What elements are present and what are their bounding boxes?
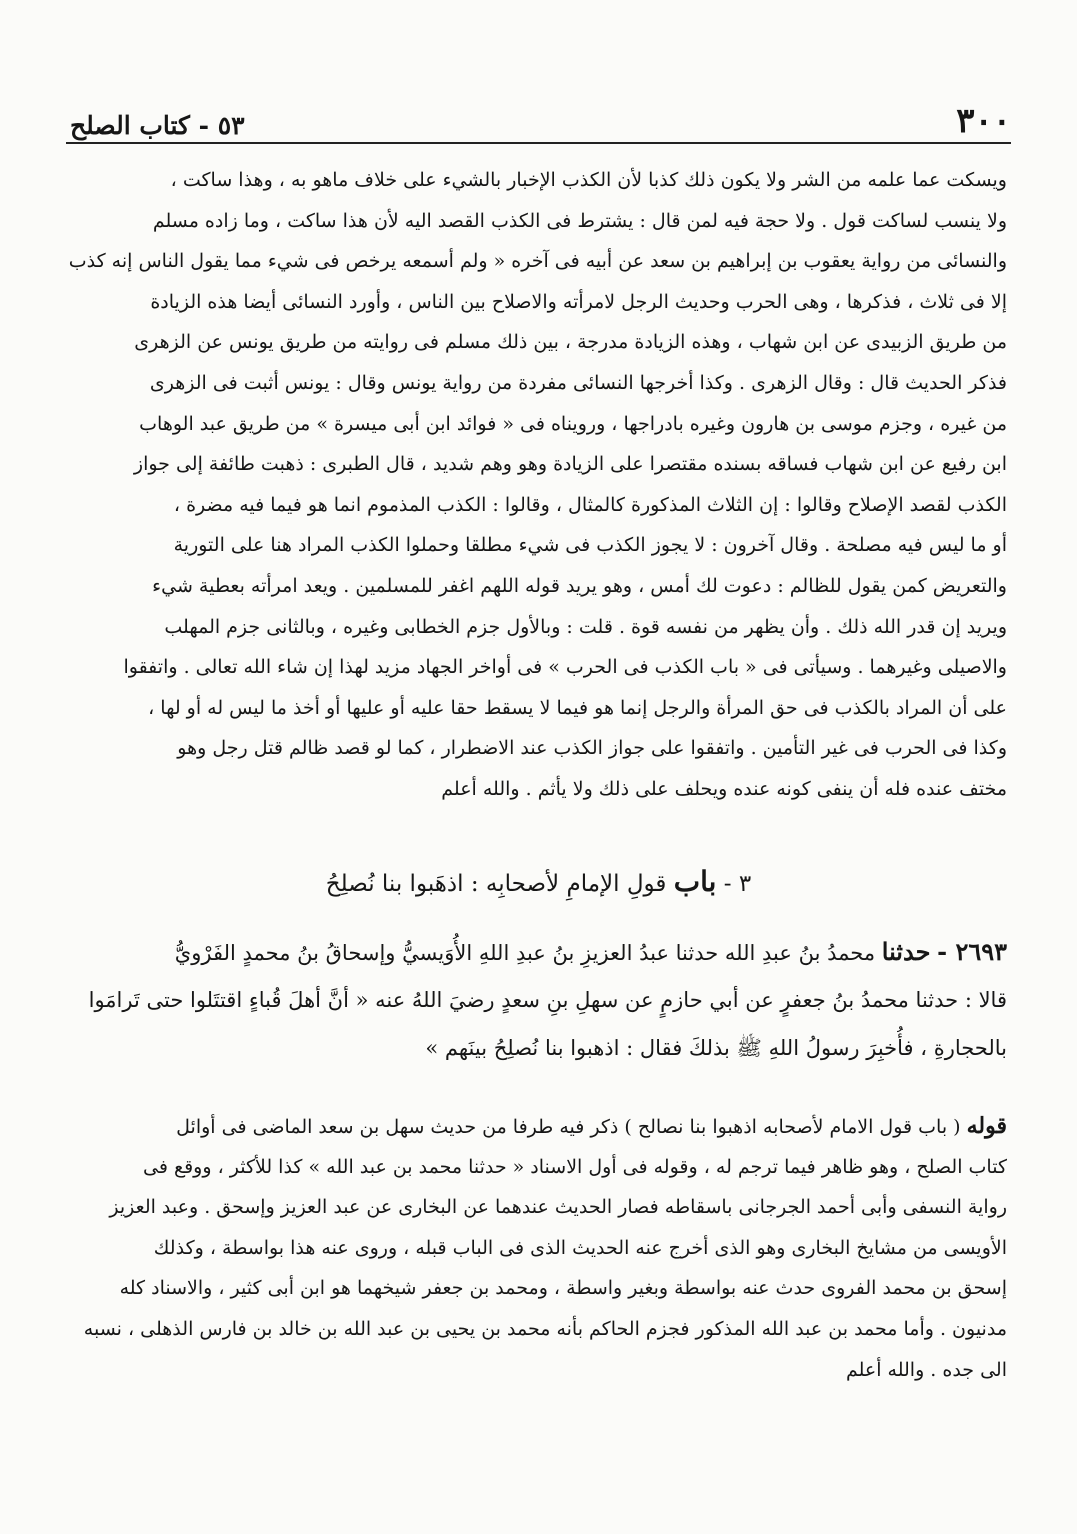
sharh-line: كتاب الصلح ، وهو ظاهر فيما ترجم له ، وقوله فى أول الاسناد « حدثنا محمد بن عبد الله » كذا للأكثر ، ووقع فى: [143, 1155, 1007, 1178]
chapter-number: ٣ -: [723, 871, 752, 897]
commentary-line: مختف عنده فله أن ينفى كونه عنده ويحلف على ذلك ولا يأثم . والله أعلم: [441, 777, 1007, 800]
sharh-line: الأويسى من مشايخ البخارى وهو الذى أخرج عنه الحديث الذى فى الباب قبله ، وروى عنه هذا بواسطة ، وكذلك: [153, 1236, 1007, 1259]
commentary-line: أو ما ليس فيه مصلحة . وقال آخرون : لا يجوز الكذب فى شيء مطلقا وحملوا الكذب المراد هنا على التورية: [173, 534, 1007, 557]
sharh-line: الى جده . والله أعلم: [845, 1358, 1007, 1381]
commentary-line: ابن رفيع عن ابن شهاب فساقه بسنده مقتصرا على الزيادة وهو وهم شديد ، قال الطبرى : ذهبت طائفة إلى جواز: [133, 453, 1007, 476]
commentary-line: ويسكت عما علمه من الشر ولا يكون ذلك كذبا لأن الكذب الإخبار بالشيء على خلاف ماهو به ، وهذا ساكت ،: [170, 169, 1007, 191]
sharh-opening-word: قوله: [966, 1113, 1007, 1139]
sharh-line-1-text: ( باب قول الامام لأصحابه اذهبوا بنا نصالح ) ذكر فيه طرفا من حديث سهل بن سعد الماضى فى أوائل: [176, 1116, 961, 1138]
hadith-block: [66, 928, 1007, 1072]
hadith-line: قالا : حدثنا محمدُ بنُ جعفرٍ عن أبي حازمٍ عن سهلِ بنِ سعدٍ رضيَ اللهُ عنه « أنَّ أهلَ قُباءٍ اقتتَلوا حتى تَرامَوا: [88, 988, 1007, 1012]
sharh-line: رواية النسفى وأبى أحمد الجرجانى باسقاطه فصار الحديث عندهما عن البخارى عن عبد العزيز وإسحق . وعبد العزيز: [109, 1196, 1007, 1219]
hadith-line: بالحجارةِ ، فأُخبِرَ رسولُ اللهِ ﷺ بذلكَ فقال : اذهبوا بنا نُصلِحُ بينَهم »: [425, 1036, 1007, 1060]
commentary-line: الكذب لقصد الإصلاح وقالوا : إن الثلاث المذكورة كالمثال ، وقالوا : الكذب المذموم انما هو فيما فيه مضرة ،: [173, 493, 1007, 516]
chapter-bab-word: باب: [673, 865, 717, 898]
book-title: ٥٣ - كتاب الصلح: [70, 111, 245, 140]
commentary-line: ويريد إن قدر الله ذلك . وأن يظهر من نفسه قوة . قلت : وبالأول جزم الخطابى وغيره ، وبالثانى جزم المهلب: [164, 615, 1007, 638]
commentary-line: والتعريض كمن يقول للظالم : دعوت لك أمس ، وهو يريد قوله اللهم اغفر للمسلمين . ويعد امرأته بعطية شيء: [152, 574, 1007, 597]
commentary-line: والنسائى من رواية يعقوب بن إبراهيم بن سعد عن أبيه فى آخره « ولم أسمعه يرخص فى شيء مما يقول الناس إنه كذب: [68, 250, 1007, 273]
commentary-line: من طريق الزبيدى عن ابن شهاب ، وهذه الزيادة مدرجة ، بين ذلك مسلم فى روايته من طريق يونس عن الزهرى: [134, 331, 1007, 354]
commentary-line: وكذا فى الحرب فى غير التأمين . واتفقوا على جواز الكذب عند الاضطرار ، كما لو قصد ظالم قتل رجل وهو: [177, 737, 1007, 760]
header-rule: [66, 142, 1011, 144]
page-number: ٣٠٠: [956, 101, 1011, 141]
hadith-line: [66, 928, 1007, 976]
commentary-line: من غيره ، وجزم موسى بن هارون وغيره بادراجها ، ورويناه فى « فوائد ابن أبى ميسرة » من طريق عبد الوهاب: [139, 412, 1007, 435]
commentary-block: [66, 160, 1007, 810]
hadith-line-1-text: محمدُ بنُ عبدِ الله حدثنا عبدُ العزيزِ بنُ عبدِ اللهِ الأُوَيسيُّ وإسحاقُ بنُ محمدٍ الفَرْويُّ: [174, 941, 876, 965]
hadith-opening-word: حدثنا: [881, 937, 931, 966]
chapter-title: قولِ الإمامِ لأصحابِه : اذهَبوا بنا نُصلِحُ: [325, 871, 667, 897]
hadith-number: ٢٦٩٣ -: [937, 937, 1007, 966]
commentary-line: إلا فى ثلاث ، فذكرها ، وهى الحرب وحديث الرجل لامرأته والاصلاح بين الناس ، وأورد النسائى أيضا هذه الزيادة: [150, 290, 1007, 313]
running-header: [70, 84, 1011, 141]
commentary-line: والاصيلى وغيرهما . وسيأتى فى « باب الكذب فى الحرب » فى أواخر الجهاد مزيد لهذا إن شاء الله تعالى . واتفقوا: [123, 656, 1007, 679]
sharh-line: مدنيون . وأما محمد بن عبد الله المذكور فجزم الحاكم بأنه محمد بن يحيى بن عبد الله بن خالد بن فارس الذهلى ، نسبه: [83, 1317, 1007, 1340]
sharh-line: [66, 1106, 1007, 1147]
commentary-line: على أن المراد بالكذب فى حق المرأة والرجل إنما هو فيما لا يسقط حقا عليه أو عليها أو أخذ ما ليس له أو لها ،: [148, 696, 1007, 719]
commentary-line: ولا ينسب لساكت قول . ولا حجة فيه لمن قال : يشترط فى الكذب القصد اليه لأن هذا ساكت ، وما زاده مسلم: [152, 209, 1007, 232]
sharh-line: إسحق بن محمد الفروى حدث عنه بواسطة وبغير واسطة ، ومحمد بن جعفر شيخهما هو ابن أبى كثير ، والاسناد كله: [119, 1277, 1007, 1300]
commentary-line: فذكر الحديث قال : وقال الزهرى . وكذا أخرجها النسائى مفردة من رواية يونس وقال : يونس أثبت فى الزهرى: [149, 371, 1007, 394]
chapter-heading: [100, 862, 977, 904]
sharh-block: [66, 1106, 1007, 1390]
